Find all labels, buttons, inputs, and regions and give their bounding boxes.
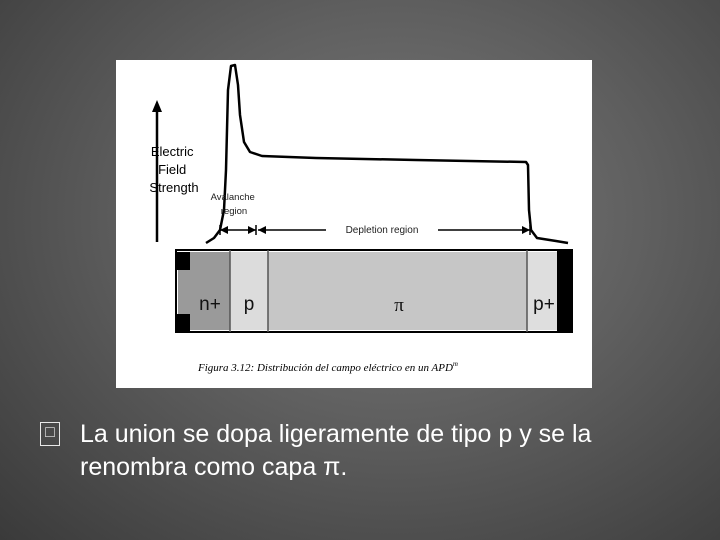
avalanche-arrowhead-right bbox=[248, 226, 256, 234]
depletion-region-label: Depletion region bbox=[345, 225, 419, 236]
electric-field-diagram bbox=[116, 60, 592, 388]
y-axis-arrowhead bbox=[152, 100, 162, 112]
p-plus-contact bbox=[557, 250, 572, 332]
n-plus-label: n+ bbox=[199, 294, 221, 315]
field-strength-curve bbox=[206, 65, 568, 243]
pi-region bbox=[268, 252, 527, 330]
p-label: p bbox=[243, 294, 255, 315]
bullet-point bbox=[40, 418, 680, 484]
apd-figure bbox=[116, 60, 592, 388]
p-plus-label: p+ bbox=[533, 294, 555, 315]
p-region bbox=[230, 252, 268, 330]
depletion-arrowhead-right bbox=[522, 226, 530, 234]
figure-caption: Figura 3.12: Distribución del campo eléctrico en un APD$^m$ bbox=[198, 360, 458, 374]
avalanche-region-label: Avalanche region bbox=[210, 192, 255, 217]
n-contact-top bbox=[176, 252, 190, 270]
p-plus-region bbox=[527, 252, 557, 330]
bullet-icon: □ bbox=[40, 422, 60, 446]
depletion-arrowhead-left bbox=[258, 226, 266, 234]
pi-label: π bbox=[394, 295, 404, 316]
y-axis-label: Electric Field Strength bbox=[149, 144, 199, 195]
n-contact-bottom bbox=[176, 314, 190, 332]
bullet-text: La union se dopa ligeramente de tipo p y se la renombra como capa π. bbox=[80, 420, 592, 481]
